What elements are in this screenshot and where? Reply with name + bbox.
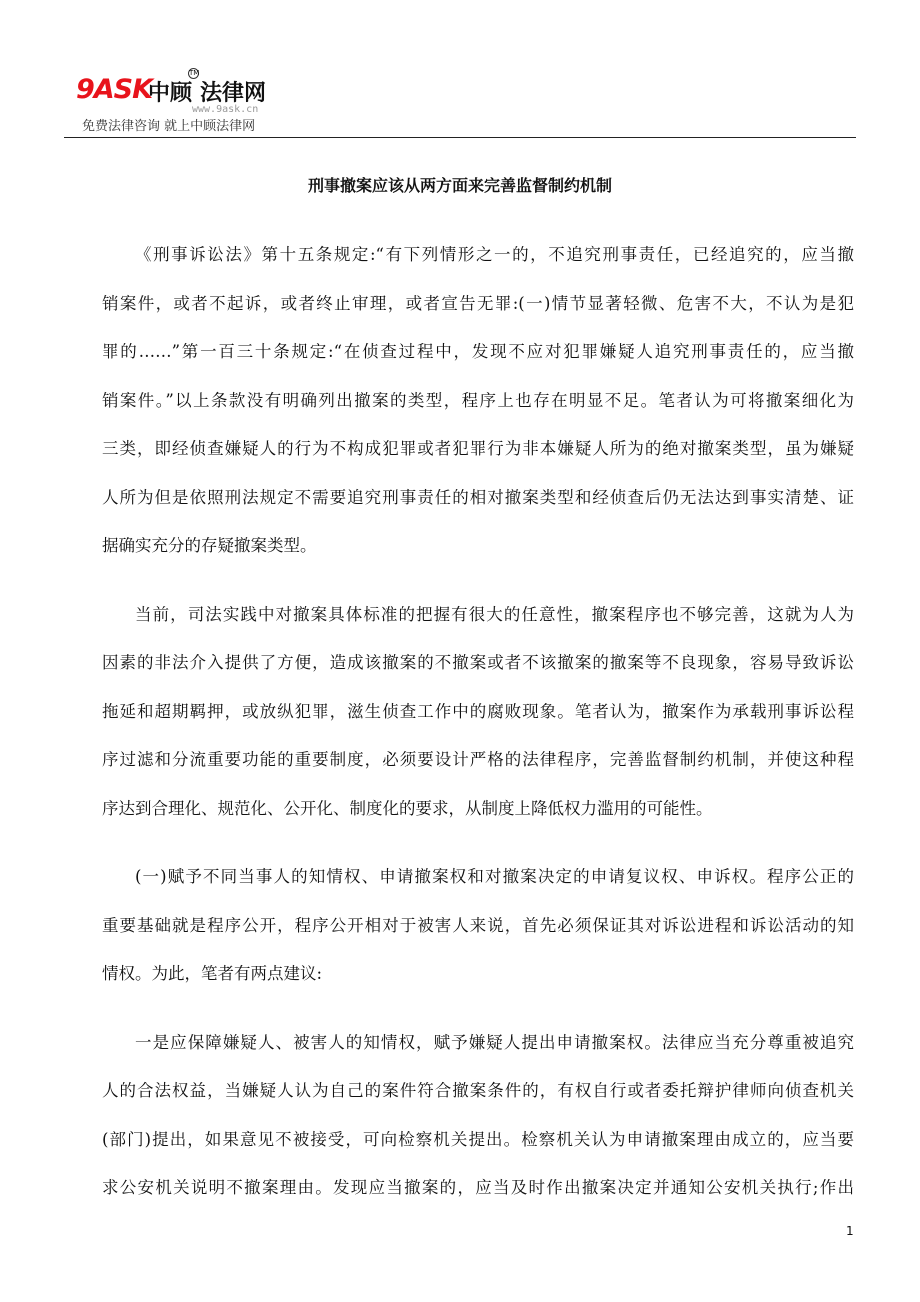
document-title: 刑事撤案应该从两方面来完善监督制约机制 [307, 176, 612, 195]
logo-mark: 9ASK [76, 74, 153, 105]
paragraph-line: 求公安机关说明不撤案理由。发现应当撤案的，应当及时作出撤案决定并通知公安机关执行;作出 [102, 1178, 854, 1197]
paragraph-line: 序过滤和分流重要功能的重要制度，必须要设计严格的法律程序，完善监督制约机制，并使这种程 [102, 750, 854, 769]
paragraph-line: 人所为但是依照刑法规定不需要追究刑事责任的相对撤案类型和经侦查后仍无法达到事实清楚、证 [102, 487, 854, 507]
paragraph-line: 销案件。”以上条款没有明确列出撤案的类型，程序上也存在明显不足。笔者认为可将撤案细化为 [102, 390, 854, 410]
paragraph [102, 601, 854, 844]
paragraph-line: (一)赋予不同当事人的知情权、申请撤案权和对撤案决定的申请复议权、申诉权。程序公正的 [135, 867, 854, 886]
header-slogan: 免费法律咨询 就上中顾法律网 [82, 119, 256, 134]
document-body [102, 241, 854, 1243]
logo-text-zhonggu: 中顾 [148, 81, 193, 106]
paragraph-line: 因素的非法介入提供了方便，造成该撤案的不撤案或者不该撤案的撤案等不良现象，容易导致诉讼 [102, 653, 854, 672]
paragraph-line: 《刑事诉讼法》第十五条规定:“有下列情形之一的，不追究刑事责任，已经追究的，应当撤 [135, 245, 854, 264]
paragraph-line: 当前，司法实践中对撤案具体标准的把握有很大的任意性，撤案程序也不够完善，这就为人为 [135, 604, 854, 624]
paragraph-line: 三类，即经侦查嫌疑人的行为不构成犯罪或者犯罪行为非本嫌疑人所为的绝对撤案类型，虽为嫌疑 [102, 439, 854, 458]
paragraph [102, 863, 854, 1009]
header-divider [64, 137, 856, 138]
logo-url: www.9ask.cn [192, 104, 259, 115]
paragraph-line: 情权。为此，笔者有两点建议: [102, 964, 323, 983]
paragraph-line: 一是应保障嫌疑人、被害人的知情权，赋予嫌疑人提出申请撤案权。法律应当充分尊重被追究 [135, 1032, 854, 1052]
logo-text-falvwang: 法律网 [200, 81, 267, 106]
trademark-icon: TM [189, 69, 200, 77]
paragraph [102, 1029, 854, 1223]
paragraph-line: 罪的……”第一百三十条规定:“在侦查过程中，发现不应对犯罪嫌疑人追究刑事责任的，应当撤 [102, 342, 854, 361]
paragraph-line: 人的合法权益，当嫌疑人认为自己的案件符合撤案条件的，有权自行或者委托辩护律师向侦查机关 [102, 1081, 854, 1100]
paragraph-line: (部门)提出，如果意见不被接受，可向检察机关提出。检察机关认为申请撤案理由成立的，应当要 [102, 1129, 854, 1149]
paragraph-line: 重要基础就是程序公开，程序公开相对于被害人来说，首先必须保证其对诉讼进程和诉讼活动的知 [102, 915, 854, 935]
paragraph [102, 241, 854, 581]
paragraph-line: 拖延和超期羁押，或放纵犯罪，滋生侦查工作中的腐败现象。笔者认为，撤案作为承载刑事诉讼程 [102, 701, 854, 721]
paragraph-line: 据确实充分的存疑撤案类型。 [102, 536, 317, 555]
page-number: 1 [846, 1224, 854, 1238]
paragraph-line: 序达到合理化、规范化、公开化、制度化的要求，从制度上降低权力滥用的可能性。 [102, 798, 713, 818]
paragraph-line: 销案件，或者不起诉，或者终止审理，或者宣告无罪:(一)情节显著轻微、危害不大，不认为是犯 [102, 293, 854, 313]
